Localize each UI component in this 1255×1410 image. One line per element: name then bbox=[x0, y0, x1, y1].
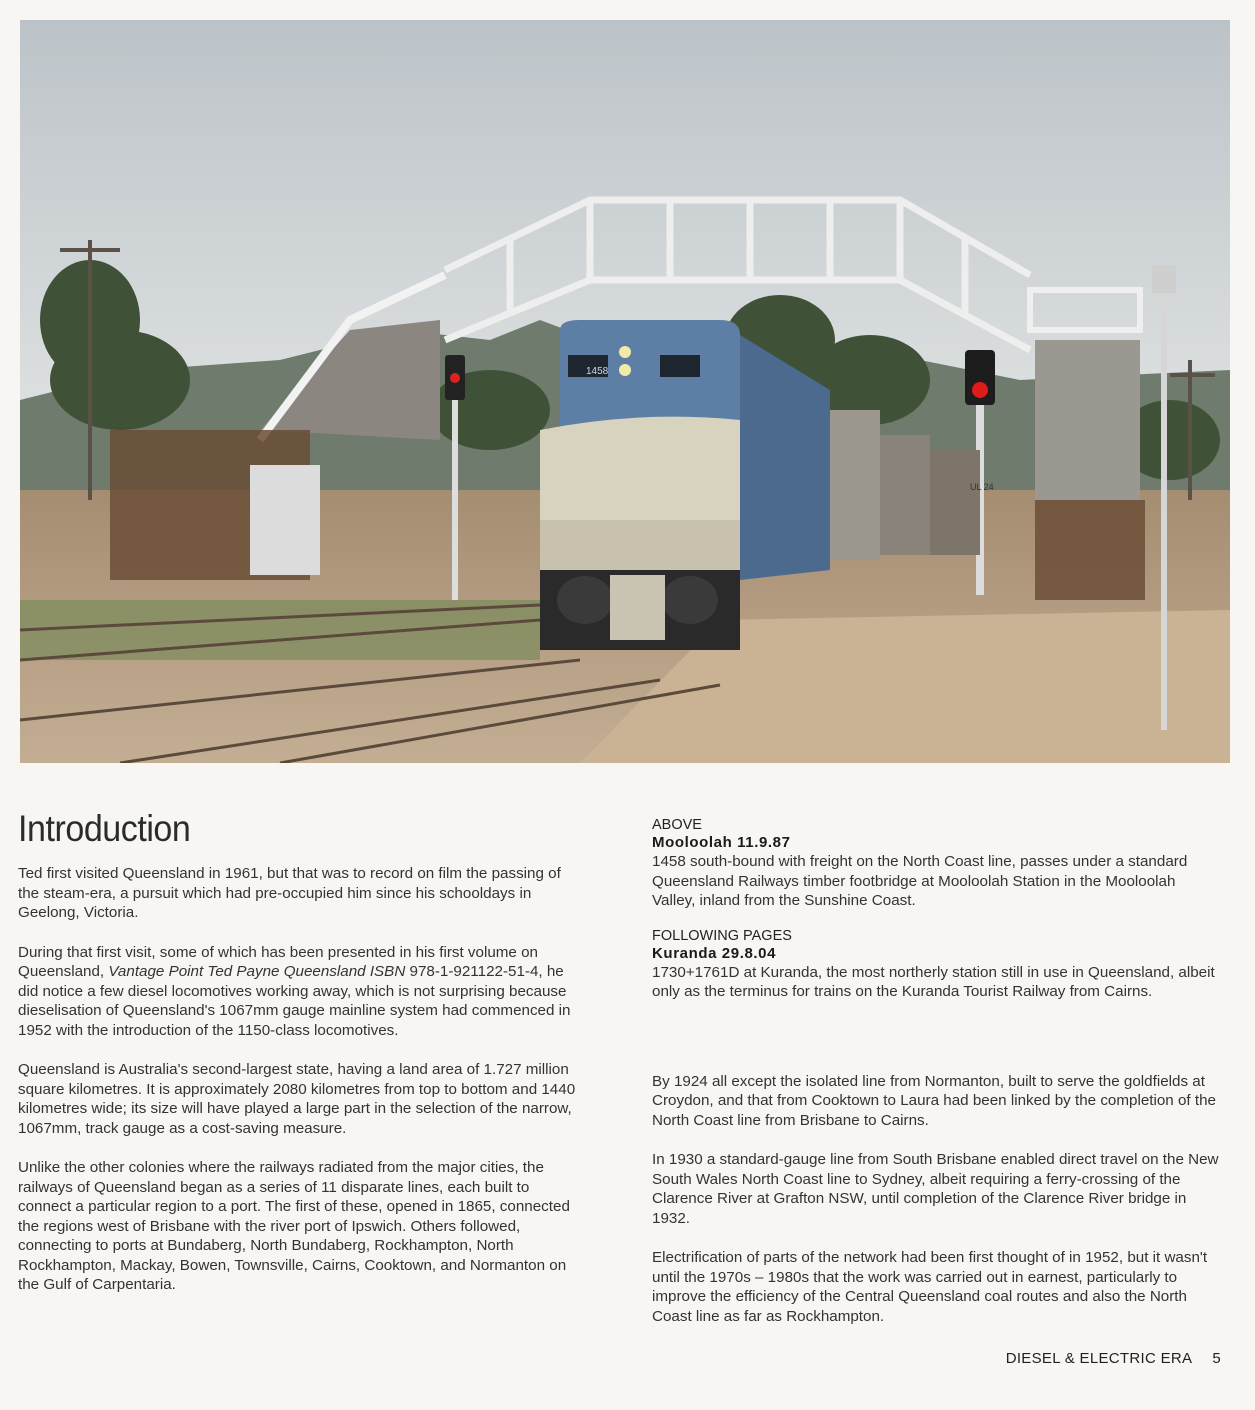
captions-column bbox=[652, 816, 1222, 1346]
intro-paragraph-3: Queensland is Australia's second-largest state, having a land area of 1.727 million square kilometres. It is approximately 2080 kilometres from top to bottom and 1440 kilometres wide; its size will have played a large part in the selection of the narrow, 1067mm, track gauge as a cost-saving measure. bbox=[18, 1061, 576, 1137]
intro-paragraph-2 bbox=[18, 943, 578, 1041]
page-number: 5 bbox=[1212, 1350, 1221, 1367]
caption-following-title: Kuranda 29.8.04 bbox=[652, 944, 777, 962]
intro-p2-start: During that first visit, some of which has been presented in his first volume on Queensland, bbox=[18, 943, 538, 980]
caption-above-text: 1458 south-bound with freight on the North Coast line, passes under a standard Queensland Railways timber footbridge at Mooloolah Station in the Mooloolah Valley, inland from the Sunshine Coast. bbox=[652, 853, 1188, 909]
history-paragraph-2: In 1930 a standard-gauge line from South Brisbane enabled direct travel on the New South Wales North Coast line to Sydney, albeit requiring a ferry-crossing of the Clarence River at Grafton NSW, until completion of the Clarence River bridge in 1932. bbox=[652, 1151, 1219, 1227]
caption-following-label: FOLLOWING PAGES bbox=[652, 927, 792, 944]
introduction-column bbox=[18, 808, 578, 1315]
intro-paragraph-4: Unlike the other colonies where the railways radiated from the major cities, the railways of Queensland began as a series of 11 disparate lines, each built to connect a particular region to a port. The first of these, opened in 1865, connected the regions west of Brisbane with the river port of Ipswich. Others followed, connecting to ports at Bundaberg, North Bundaberg, Rockhampton, North Rockhampton, Mackay, Bowen, Townsville, Cairns, Cooktown, and Normanton on the Gulf of Carpentaria. bbox=[18, 1159, 570, 1293]
loco-number-plate: 1458 bbox=[586, 366, 609, 377]
page-footer bbox=[1006, 1350, 1221, 1367]
history-paragraph-3: Electrification of parts of the network had been first thought of in 1952, but it wasn't until the 1970s – 1980s that the work was carried out in earnest, particularly to improve the efficiency of the Central Queensland coal routes and also the North Coast line as far as Rockhampton. bbox=[652, 1249, 1208, 1325]
caption-above-title: Mooloolah 11.9.87 bbox=[652, 834, 791, 851]
intro-paragraph-1: Ted first visited Queensland in 1961, but that was to record on film the passing of the steam-era, a pursuit which had pre-occupied him since his schooldays in Geelong, Victoria. bbox=[18, 865, 561, 921]
intro-p2-end: 978-1-921122-51-4, he did notice a few diesel locomotives working away, which is not surprising because dieselisation of Queensland's 1067mm gauge mainline system had commenced in 1952 with the introduction of the 1150-class locomotives. bbox=[18, 963, 571, 1039]
page-title: Introduction bbox=[18, 808, 191, 849]
railway-scene bbox=[20, 20, 1230, 763]
signal-box bbox=[250, 465, 320, 575]
book-title: Vantage Point Ted Payne Queensland ISBN bbox=[108, 963, 406, 980]
section-name: DIESEL & ELECTRIC ERA bbox=[1005, 1350, 1193, 1367]
hero-photo bbox=[20, 20, 1230, 763]
caption-following-text: 1730+1761D at Kuranda, the most northerly station still in use in Queensland, albeit only as the terminus for trains on the Kuranda Tourist Railway from Cairns. bbox=[652, 963, 1215, 1000]
caption-above-label: ABOVE bbox=[652, 817, 702, 833]
history-paragraph-1: By 1924 all except the isolated line from Normanton, built to serve the goldfields at Croydon, and that from Cooktown to Laura had been linked by the completion of the North Coast line from Brisbane to Cairns. bbox=[652, 1072, 1216, 1129]
signal-label: UL 24 bbox=[970, 482, 994, 492]
